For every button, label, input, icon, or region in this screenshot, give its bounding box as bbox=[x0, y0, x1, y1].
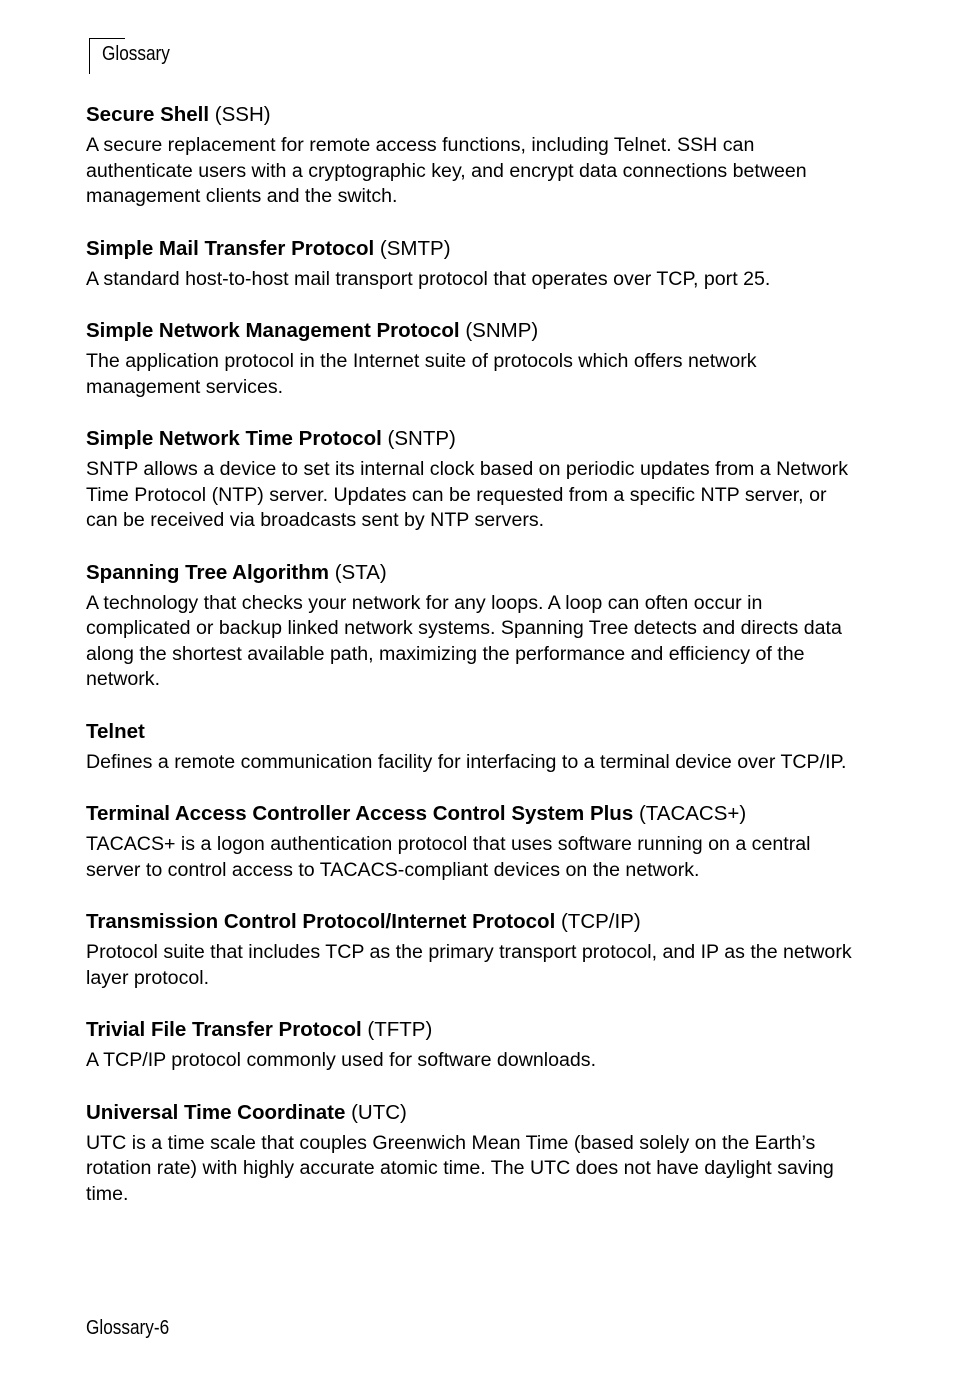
term-abbreviation: (SSH) bbox=[214, 103, 271, 126]
term-abbreviation: (SNMP) bbox=[465, 319, 539, 342]
glossary-entries bbox=[86, 101, 856, 1232]
term-definition: A technology that checks your network for any loops. A loop can often occur in complicated or backup linked network systems. Spanning Tree detects and directs data along the shortest available path, maximizing the performance and efficiency of the network. bbox=[86, 591, 842, 690]
term-name: Telnet bbox=[86, 719, 145, 743]
term-abbreviation: (SNTP) bbox=[387, 427, 456, 450]
glossary-term bbox=[86, 718, 856, 746]
term-definition: A TCP/IP protocol commonly used for software downloads. bbox=[86, 1049, 597, 1071]
glossary-term bbox=[86, 1016, 856, 1044]
term-name: Transmission Control Protocol/Internet Protocol bbox=[86, 910, 556, 933]
term-name: Simple Network Management Protocol bbox=[86, 319, 460, 342]
glossary-term bbox=[86, 317, 856, 345]
glossary-term bbox=[86, 425, 856, 453]
term-abbreviation: (UTC) bbox=[351, 1100, 407, 1124]
term-definition: A standard host-to-host mail transport protocol that operates over TCP, port 25. bbox=[86, 267, 771, 290]
term-abbreviation: (TCP/IP) bbox=[560, 910, 641, 933]
term-definition: Protocol suite that includes TCP as the primary transport protocol, and IP as the network layer protocol. bbox=[86, 941, 852, 989]
glossary-entry bbox=[86, 1099, 856, 1208]
term-definition: Defines a remote communication facility for interfacing to a terminal device over TCP/IP. bbox=[86, 750, 847, 773]
glossary-entry bbox=[86, 800, 856, 883]
term-definition: A secure replacement for remote access functions, including Telnet. SSH can authenticate users with a cryptographic key, and encrypt data connections between management clients and the switch. bbox=[86, 134, 807, 207]
term-name: Universal Time Coordinate bbox=[86, 1100, 346, 1124]
glossary-term bbox=[86, 908, 856, 936]
term-definition: TACACS+ is a logon authentication protocol that uses software running on a central server to control access to TACACS-compliant devices on the network. bbox=[86, 833, 811, 881]
glossary-entry bbox=[86, 101, 856, 210]
glossary-entry bbox=[86, 559, 856, 693]
term-abbreviation: (SMTP) bbox=[379, 236, 451, 260]
term-name: Terminal Access Controller Access Control System Plus bbox=[86, 802, 634, 825]
glossary-term bbox=[86, 101, 856, 129]
term-name: Trivial File Transfer Protocol bbox=[86, 1018, 362, 1041]
glossary-entry bbox=[86, 235, 856, 293]
term-abbreviation: (TACACS+) bbox=[638, 802, 747, 825]
term-name: Simple Mail Transfer Protocol bbox=[86, 236, 375, 260]
glossary-entry bbox=[86, 425, 856, 534]
term-name: Spanning Tree Algorithm bbox=[86, 560, 329, 584]
glossary-entry bbox=[86, 908, 856, 991]
running-header: Glossary bbox=[102, 43, 170, 65]
term-definition: The application protocol in the Internet suite of protocols which offers network management services. bbox=[86, 350, 757, 398]
glossary-term bbox=[86, 235, 856, 263]
term-name: Simple Network Time Protocol bbox=[86, 427, 382, 450]
glossary-entry bbox=[86, 1016, 856, 1074]
glossary-entry bbox=[86, 718, 856, 776]
term-name: Secure Shell bbox=[86, 103, 210, 126]
term-definition: UTC is a time scale that couples Greenwich Mean Time (based solely on the Earth’s rotation rate) with highly accurate atomic time. The UTC does not have daylight saving time. bbox=[86, 1131, 834, 1205]
term-abbreviation: (TFTP) bbox=[367, 1018, 433, 1041]
term-definition: SNTP allows a device to set its internal clock based on periodic updates from a Network Time Protocol (NTP) server. Updates can be requested from a specific NTP server, or can be received via broadcasts sent by NTP servers. bbox=[86, 458, 848, 531]
glossary-term bbox=[86, 800, 856, 828]
glossary-term bbox=[86, 559, 856, 587]
page-number: Glossary-6 bbox=[86, 1317, 170, 1339]
term-abbreviation: (STA) bbox=[334, 560, 387, 584]
glossary-entry bbox=[86, 317, 856, 400]
glossary-term bbox=[86, 1099, 856, 1127]
